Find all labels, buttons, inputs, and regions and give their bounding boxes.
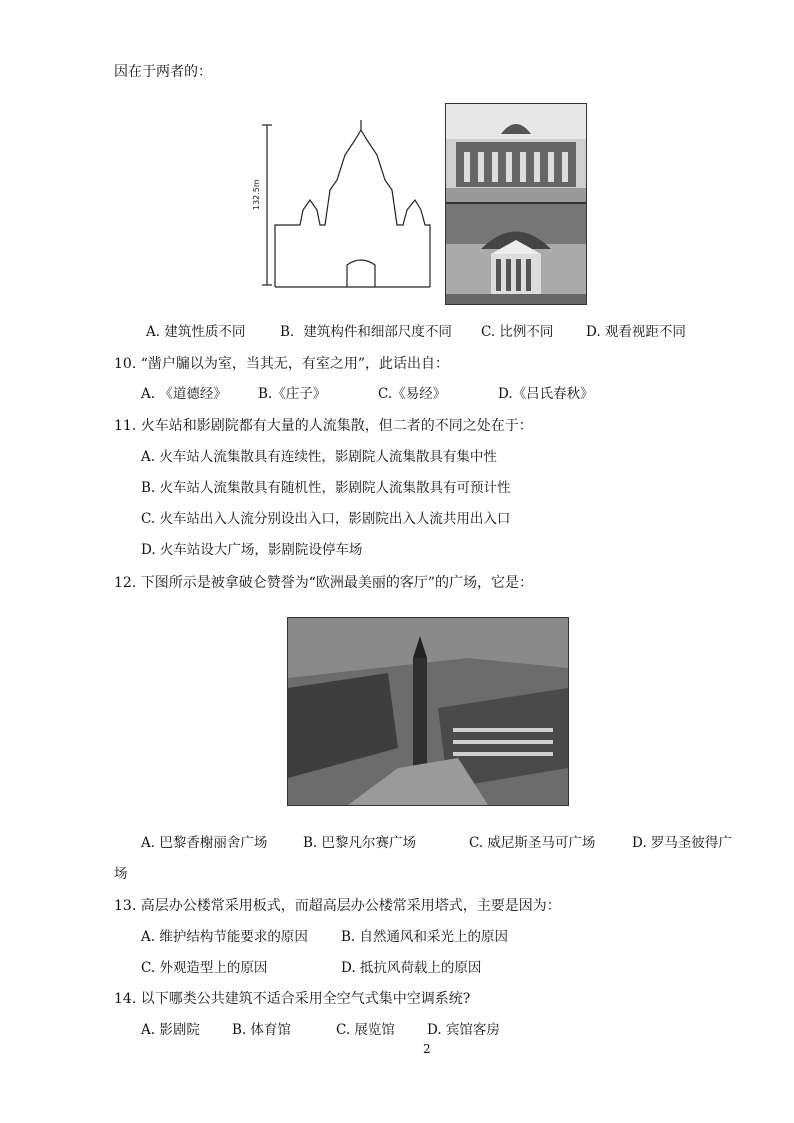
q12-stem: 12. 下图所示是被拿破仑赞誉为“欧洲最美丽的客厅”的广场，它是： — [114, 575, 534, 591]
q9-option-b: B．建筑构件和细部尺度不同 — [280, 324, 452, 340]
dome-elevation-sketch — [252, 115, 435, 300]
q12-option-d-wrap: 场 — [114, 866, 128, 882]
st-peters-photo — [445, 103, 587, 203]
q14-option-c: C. 展览馆 — [336, 1022, 395, 1038]
q10-option-d: D.《吕氏春秋》 — [498, 386, 594, 402]
q9-option-c: C. 比例不同 — [481, 324, 554, 340]
q11-option-d: D. 火车站设大广场，影剧院设停车场 — [141, 542, 363, 558]
q14-option-d: D. 宾馆客房 — [427, 1022, 500, 1038]
dimension-label: 132.5m — [252, 179, 261, 210]
q14-stem: 14. 以下哪类公共建筑不适合采用全空气式集中空调系统? — [114, 991, 471, 1007]
page-number: 2 — [423, 1042, 431, 1056]
domed-building-photo — [445, 203, 587, 305]
q13-option-d: D. 抵抗风荷载上的原因 — [341, 960, 482, 976]
q12-option-a: A. 巴黎香榭丽舍广场 — [141, 835, 268, 851]
q11-option-b: B. 火车站人流集散具有随机性，影剧院人流集散具有可预计性 — [141, 480, 511, 496]
q13-option-a: A. 维护结构节能要求的原因 — [141, 929, 308, 945]
q10-option-c: C.《易经》 — [378, 386, 447, 402]
q13-option-c: C. 外观造型上的原因 — [141, 960, 268, 976]
q12-option-d: D. 罗马圣彼得广 — [632, 835, 732, 851]
q10-option-b: B.《庄子》 — [258, 386, 327, 402]
q14-option-b: B. 体育馆 — [232, 1022, 292, 1038]
q10-option-a: A. 《道德经》 — [141, 386, 227, 402]
q9-option-a: A. 建筑性质不同 — [146, 324, 246, 340]
q13-option-b: B. 自然通风和采光上的原因 — [341, 929, 509, 945]
q11-option-a: A. 火车站人流集散具有连续性，影剧院人流集散具有集中性 — [141, 449, 497, 465]
piazza-san-marco-aerial-photo — [287, 617, 569, 806]
q11-stem: 11. 火车站和影剧院都有大量的人流集散，但二者的不同之处在于： — [114, 418, 533, 434]
q13-stem: 13. 高层办公楼常采用板式，而超高层办公楼常采用塔式，主要是因为： — [114, 898, 561, 914]
q12-option-b: B. 巴黎凡尔赛广场 — [303, 835, 417, 851]
q11-option-c: C. 火车站出入人流分别设出入口，影剧院出入人流共用出入口 — [141, 511, 511, 527]
q14-option-a: A. 影剧院 — [141, 1022, 200, 1038]
q12-option-c: C. 威尼斯圣马可广场 — [469, 835, 596, 851]
q9-option-d: D. 观看视距不同 — [586, 324, 686, 340]
q10-stem: 10. “凿户牖以为室，当其无，有室之用”，此话出自： — [114, 356, 450, 372]
intro-text: 因在于两者的： — [114, 64, 212, 80]
